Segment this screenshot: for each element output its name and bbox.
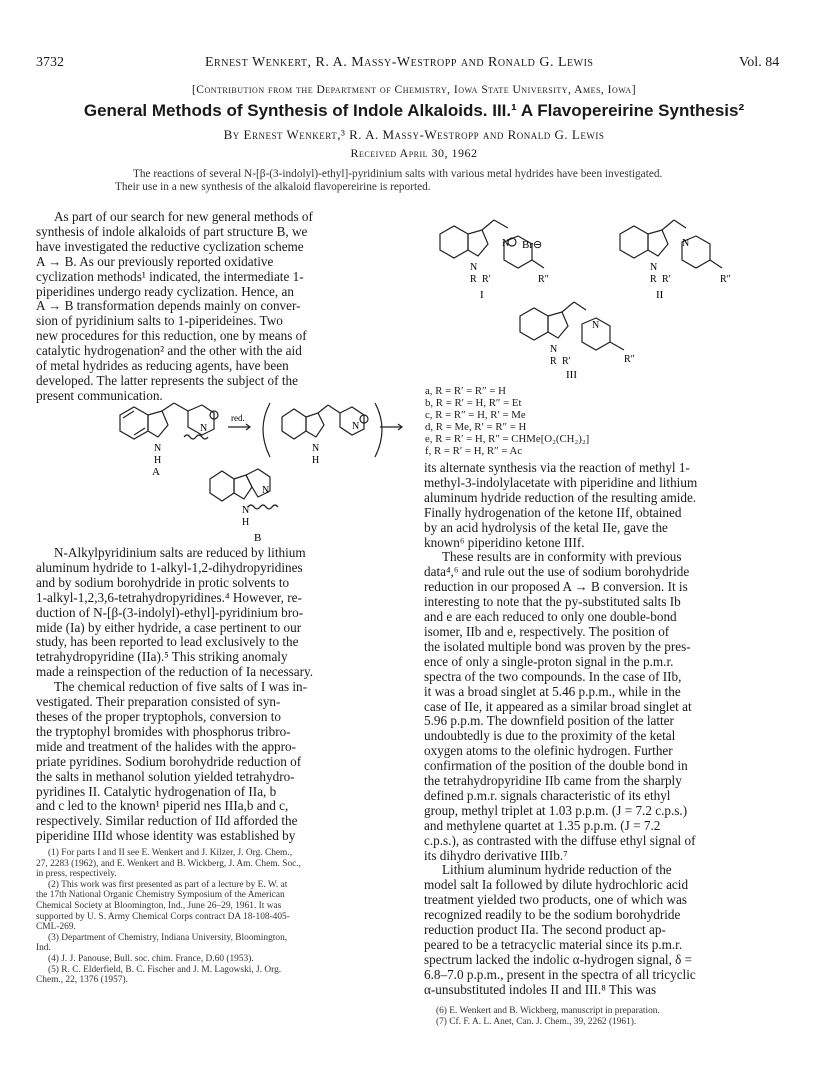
- footnote-line: the 17th National Organic Chemistry Symposium of the American: [36, 890, 285, 901]
- text-line: A → B. As our previously reported oxidative: [36, 253, 274, 269]
- text-line: 5.96 p.p.m. The downfield position of the latter: [424, 713, 674, 729]
- contribution-line: [Contribution from the Department of Chemistry, Iowa State University, Ames, Iowa]: [191, 84, 637, 96]
- substituent-row: f, R = R′ = H, R″ = Ac: [425, 445, 523, 457]
- text-line: respectively. Similar reduction of IId afforded the: [36, 813, 298, 829]
- scheme-atom-label: N: [242, 505, 250, 516]
- text-line: the tryptophyl bromides with phosphorus tribro-: [36, 723, 291, 739]
- abstract-line: Their use in a new synthesis of the alkaloid flavopereirine is reported.: [115, 180, 431, 193]
- text-line: N-Alkylpyridinium salts are reduced by lithium: [54, 545, 306, 560]
- text-line: ence of only a single-proton signal in the p.m.r.: [424, 653, 674, 669]
- structure-label-iii: III: [566, 369, 577, 381]
- text-line: spectra of the two compounds. In the case of IIb,: [424, 668, 682, 684]
- text-line: oxygen atoms to the olefinic hydrogen. Further: [424, 743, 673, 759]
- text-line: group, methyl triplet at 1.03 p.p.m. (J = 7.2 c.p.s.): [424, 802, 688, 818]
- text-line: its alternate synthesis via the reaction of methyl 1-: [424, 460, 690, 475]
- struct-atom-label: N: [470, 262, 478, 273]
- text-line: isomer, IIb and e, respectively. The position of: [424, 623, 670, 639]
- text-line: its dihydro derivative IIIb.⁷: [424, 847, 568, 863]
- struct-atom-label: N: [550, 344, 558, 355]
- benzene-ring: [120, 407, 148, 439]
- text-line: 1-alkyl-1,2,3,6-tetrahydropyridines.⁴ However, re-: [36, 589, 302, 605]
- struct-atom-label: N: [502, 238, 510, 249]
- structure-label-ii: II: [656, 289, 664, 301]
- text-line: methyl-3-indolylacetate with piperidine and lithium: [424, 474, 698, 490]
- text-line: mide and treatment of the halides with the appro-: [36, 738, 297, 754]
- substituent-row: b, R = R′ = H, R″ = Et: [425, 397, 522, 409]
- scheme-atom-label: N: [200, 423, 208, 434]
- text-line: pyridines II. Catalytic hydrogenation of IIa, b: [36, 783, 277, 799]
- footnote-line: (2) This work was first presented as part of a lecture by E. W. at: [48, 879, 288, 890]
- text-line: present communication.: [36, 387, 163, 403]
- text-line: known⁶ piperidino ketone IIIf.: [424, 534, 585, 550]
- left-column-bottom: [36, 546, 414, 844]
- text-line: spectrum lacked the indolic α-hydrogen signal, δ =: [424, 951, 693, 967]
- text-line: priate pyridines. Sodium borohydride reduction of: [36, 753, 302, 769]
- abstract-line: The reactions of several N-[β-(3-indolyl)-ethyl]-pyridinium salts with various metal hydrides have been investigated.: [133, 168, 663, 180]
- footnote-line: (1) For parts I and II see E. Wenkert and J. Kilzer, J. Org. Chem.,: [48, 848, 293, 858]
- text-line: and methylene quartet at 1.35 p.p.m. (J = 7.2: [424, 817, 661, 833]
- text-line: by an acid hydrolysis of the ketal IIe, gave the: [424, 519, 668, 535]
- text-line: interesting to note that the py-substituted salts Ib: [424, 594, 681, 610]
- text-line: new procedures for this reduction, one by means of: [36, 328, 307, 344]
- text-line: data⁴,⁶ and rule out the use of sodium borohydride: [424, 564, 690, 580]
- text-line: it was a broad singlet at 5.46 p.p.m., while in the: [424, 683, 681, 699]
- text-line: vestigated. Their preparation consisted of syn-: [36, 694, 281, 710]
- text-line: the isolated multiple bond was proven by the pres-: [424, 638, 691, 654]
- scheme-label-a: A: [152, 466, 160, 478]
- substituent-row: d, R = Me, R′ = R″ = H: [425, 421, 527, 433]
- text-line: made a reinspection of the reduction of Ia necessary.: [36, 664, 314, 680]
- bromide-label: Br⊖: [522, 239, 543, 251]
- running-head: Ernest Wenkert, R. A. Massy-Westropp and Ronald G. Lewis: [205, 55, 594, 70]
- text-line: reduction in our proposed A → B conversion. It is: [424, 579, 688, 595]
- text-line: Finally hydrogenation of the ketone IIf, obtained: [424, 504, 682, 520]
- article-title: General Methods of Synthesis of Indole Alkaloids. III.¹ A Flavopereirine Synthesis²: [83, 101, 745, 120]
- text-line: 6.8–7.0 p.p.m., present in the spectra of all tricyclic: [424, 966, 696, 982]
- struct-atom-label: R″: [538, 274, 549, 285]
- text-line: c.p.s.), as contrasted with the diffuse ethyl signal of: [424, 832, 696, 848]
- text-line: study, has been reported to lead exclusively to the: [36, 634, 299, 650]
- footnote-line: in press, respectively.: [36, 869, 117, 880]
- left-column-top: [36, 210, 414, 404]
- footnote-line: supported by U. S. Army Chemical Corps contract DA 18-108-405-: [36, 911, 290, 922]
- text-line: the salts in methanol solution yielded tetrahydro-: [36, 768, 295, 784]
- text-line: of metal hydrides as reducing agents, have been: [36, 358, 289, 374]
- text-line: α-unsubstituted indoles II and III.⁸ This was: [424, 981, 657, 997]
- text-line: have investigated the reductive cyclization scheme: [36, 238, 304, 254]
- substituent-list: [425, 385, 589, 457]
- text-line: sion of pyridinium salts to 1-piperideines. Two: [36, 313, 283, 329]
- text-line: defined p.m.r. signals characteristic of its ethyl: [424, 787, 671, 803]
- substituent-row: e, R = R′ = H, R″ = CHMe[O₂(CH₂)₂]: [425, 433, 590, 445]
- text-line: piperidines undergo ready cyclization. Hence, an: [36, 283, 294, 299]
- text-line: recognized readily to be the sodium borohydride: [424, 907, 681, 923]
- struct-atom-label: N: [592, 320, 600, 331]
- scheme-atom-label: N: [352, 421, 360, 432]
- struct-atom-label: R″: [720, 274, 731, 285]
- byline: By Ernest Wenkert,³ R. A. Massy-Westropp and Ronald G. Lewis: [223, 127, 605, 142]
- footnote-line: (4) J. J. Panouse, Bull. soc. chim. France, D.60 (1953).: [48, 953, 254, 964]
- text-line: peared to be a tetracyclic material since its p.m.r.: [424, 937, 683, 952]
- footnote-line: Ind.: [36, 943, 51, 954]
- scheme-atom-label: H: [242, 517, 250, 528]
- text-line: duction of N-[β-(3-indolyl)-ethyl]-pyridinium bro-: [36, 604, 304, 620]
- text-line: Lithium aluminum hydride reduction of the: [442, 862, 672, 878]
- scheme-arrow-label: red.: [231, 413, 245, 423]
- abstract: [115, 168, 755, 193]
- right-column: [424, 461, 800, 998]
- footnote-line: (7) Cf. F. A. L. Anet, Can. J. Chem., 39, 2262 (1961).: [436, 1016, 637, 1027]
- footnotes-left: [36, 848, 414, 986]
- text-line: piperidine IIId whose identity was established by: [36, 828, 296, 844]
- text-line: mide (Ia) by either hydride, a case pertinent to our: [36, 619, 302, 635]
- text-line: The chemical reduction of five salts of I was in-: [54, 679, 308, 695]
- struct-atom-label: R: [550, 356, 557, 367]
- struct-atom-label: R′: [662, 274, 671, 285]
- text-line: tetrahydropyridine (IIa).⁵ This striking anomaly: [36, 649, 288, 665]
- text-line: and by sodium borohydride in protic solvents to: [36, 574, 290, 590]
- footnote-line: (6) E. Wenkert and B. Wickberg, manuscript in preparation.: [436, 1006, 660, 1016]
- footnote-line: (5) R. C. Elderfield, B. C. Fischer and J. M. Lagowski, J. Org.: [48, 964, 282, 975]
- struct-atom-label: N: [682, 238, 690, 249]
- struct-atom-label: N: [650, 262, 658, 273]
- received-date: Received April 30, 1962: [350, 146, 478, 160]
- footnote-line: CML-269.: [36, 922, 76, 933]
- text-line: case of IIe, it appeared as a similar broad singlet at: [424, 698, 692, 714]
- text-line: confirmation of the position of the double bond in: [424, 758, 688, 774]
- struct-atom-label: R″: [624, 354, 635, 365]
- struct-atom-label: R: [470, 274, 477, 285]
- text-line: treatment yielded two products, one of which was: [424, 892, 687, 908]
- scheme-a-to-b: [110, 395, 410, 545]
- scheme-atom-label: N: [154, 443, 162, 454]
- scheme-atom-label: H: [154, 455, 162, 466]
- scheme-atom-label: N: [312, 443, 320, 454]
- substituent-row: c, R = R″ = H, R′ = Me: [425, 409, 526, 421]
- struct-atom-label: R′: [562, 356, 571, 367]
- text-line: reduction product IIa. The second product ap-: [424, 922, 666, 938]
- text-line: synthesis of indole alkaloids of part structure B, we: [36, 223, 308, 239]
- volume-number: Vol. 84: [739, 55, 780, 70]
- text-line: catalytic hydrogenation² and the other with the aid: [36, 343, 302, 359]
- text-line: developed. The latter represents the subject of the: [36, 372, 298, 388]
- substituent-row: a, R = R′ = R″ = H: [425, 385, 506, 397]
- text-line: aluminum hydride reduction of the resulting amide.: [424, 489, 697, 505]
- pyrrole-ring: [148, 411, 168, 437]
- struct-atom-label: R′: [482, 274, 491, 285]
- text-line: model salt Ia followed by dilute hydrochloric acid: [424, 877, 689, 893]
- text-line: and e are each reduced to only one double-bond: [424, 609, 677, 625]
- scheme-atom-label: N: [262, 485, 270, 496]
- text-line: and c led to the known¹ piperid nes IIIa,b and c,: [36, 798, 289, 814]
- text-line: undoubtedly is due to the proximity of the ketal: [424, 728, 676, 744]
- scheme-label-b: B: [254, 532, 262, 544]
- footnotes-right: [424, 1006, 800, 1027]
- structures-i-ii-iii: [420, 212, 800, 382]
- footnote-line: 27, 2283 (1962), and E. Wenkert and B. Wickberg, J. Am. Chem. Soc.,: [36, 858, 301, 869]
- text-line: cyclization methods¹ indicated, the intermediate 1-: [36, 268, 304, 284]
- scheme-atom-label: H: [312, 455, 320, 466]
- page-number: 3732: [36, 55, 64, 70]
- text-line: the tetrahydropyridine IIb came from the sharply: [424, 773, 682, 789]
- text-line: A → B transformation depends mainly on conver-: [36, 298, 301, 314]
- structure-label-i: I: [480, 289, 484, 301]
- footnote-line: Chem., 22, 1376 (1957).: [36, 975, 128, 986]
- text-line: These results are in conformity with previous: [442, 549, 682, 565]
- footnote-line: Chemical Society at Bloomington, Ind., June 26–29, 1961. It was: [36, 900, 282, 911]
- struct-atom-label: R: [650, 274, 657, 285]
- footnote-line: (3) Department of Chemistry, Indiana University, Bloomington,: [48, 932, 288, 943]
- text-line: aluminum hydride to 1-alkyl-1,2-dihydropyridines: [36, 559, 303, 575]
- text-line: As part of our search for new general methods of: [54, 209, 313, 224]
- text-line: theses of the proper tryptophols, conversion to: [36, 708, 282, 724]
